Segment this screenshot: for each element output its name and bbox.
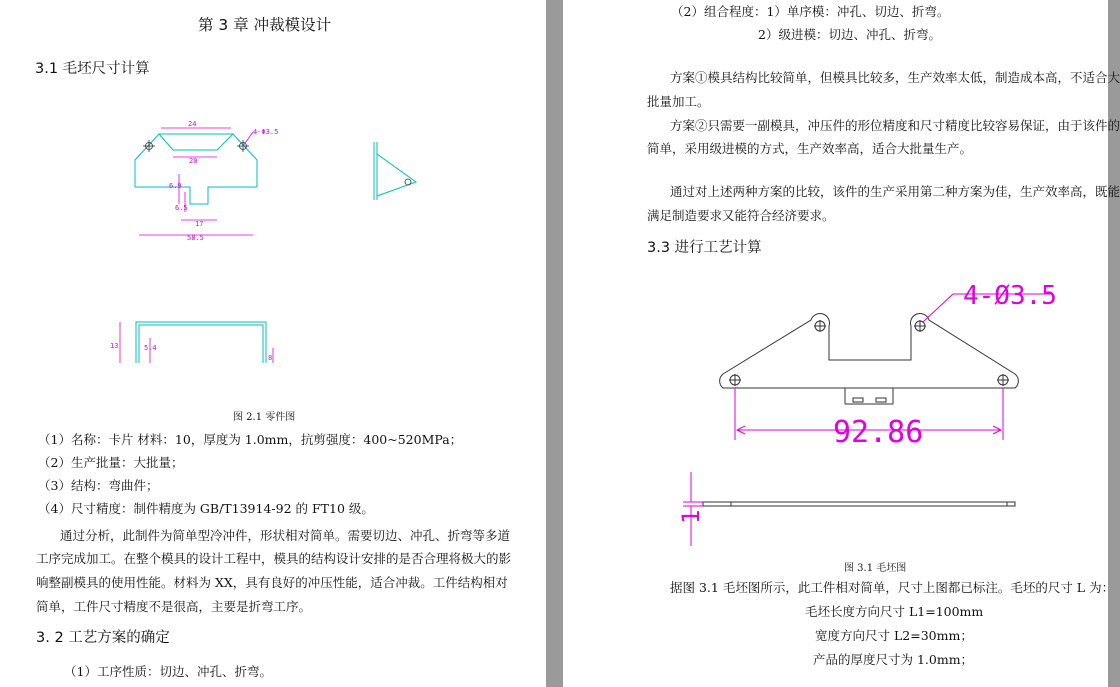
- figure-caption-2-1: 图 2.1 零件图: [233, 412, 296, 423]
- plan1-line-1: 方案①模具结构比较简单，但模具比较多，生产效率太低，制造成本高，不适合大: [670, 70, 1120, 85]
- fig21-dim-v2: 6.5: [175, 204, 188, 212]
- part-drawing-front-view: [108, 318, 283, 373]
- fig21-dim-top: 24: [188, 120, 197, 128]
- blank-width-dimension: 92.86: [833, 415, 924, 450]
- calc-intro: 据图 3.1 毛坯图所示，此工件相对简单，尺寸上图都已标注。毛坯的尺寸 L 为：: [670, 580, 1115, 595]
- fig21-dim-hole: 4-Φ3.5: [253, 128, 279, 136]
- document-page-left: [0, 0, 546, 687]
- analysis-line-2: 工序完成加工。在整个模具的设计工程中，模具的结构设计安排的是否合理将极大的影: [36, 551, 512, 566]
- fig21-dim-side-small: 5.4: [144, 344, 157, 352]
- section-heading-3-3: 3.3 进行工艺计算: [647, 240, 762, 256]
- conclusion-line-2: 满足制造要求又能符合经济要求。: [647, 208, 835, 223]
- blank-thickness-dimension: 1: [677, 509, 705, 524]
- calc-width: 宽度方向尺寸 L2=30mm；: [815, 628, 973, 643]
- combo-degree-2: 2）级进模：切边、冲孔、折弯。: [758, 27, 941, 42]
- fig21-dim-inner: 20: [189, 157, 198, 165]
- spec-item-1: （1）名称：卡片 材料：10，厚度为 1.0mm，抗剪强度：400~520MPa；: [38, 432, 463, 447]
- fig21-dim-side-r: 8: [268, 354, 273, 362]
- combo-degree-1: （2）组合程度：1）单序模：冲孔、切边、折弯。: [671, 4, 950, 19]
- part-drawing-side-view: [368, 138, 428, 208]
- fig21-dim-bottom: 58.5: [187, 234, 204, 242]
- spec-item-4: （4）尺寸精度：制件精度为 GB/T13914-92 的 FT10 级。: [38, 501, 374, 516]
- fig21-dim-v1: 6.9: [169, 182, 182, 190]
- spec-item-2: （2）生产批量：大批量；: [38, 455, 184, 470]
- part-drawing-top-view: [125, 112, 279, 247]
- section-heading-3-2: 3. 2 工艺方案的确定: [36, 630, 170, 646]
- analysis-line-3: 响整副模具的使用性能。材料为 XX，具有良好的冲压性能，适合冲裁。工件结构相对: [36, 575, 508, 590]
- conclusion-line-1: 通过对上述两种方案的比较，该件的生产采用第二种方案为佳，生产效率高，既能: [670, 184, 1120, 199]
- fig21-dim-bottom-inner: 17: [195, 220, 204, 228]
- chapter-title: 第 3 章 冲裁模设计: [198, 16, 332, 34]
- analysis-line-4: 简单，工件尺寸精度不是很高，主要是折弯工序。: [36, 599, 312, 614]
- plan2-line-2: 简单，采用级进模的方式，生产效率高，适合大批量生产。: [647, 141, 973, 156]
- process-nature: （1）工序性质：切边、冲孔、折弯。: [64, 664, 272, 679]
- blank-drawing: [663, 270, 1083, 555]
- analysis-line-1: 通过分析，此制件为简单型冷冲件，形状相对简单。需要切边、冲孔、折弯等多道: [60, 528, 511, 543]
- section-heading-3-1: 3.1 毛坯尺寸计算: [35, 61, 150, 77]
- blank-hole-callout: 4-Ø3.5: [963, 281, 1057, 311]
- figure-caption-3-1: 图 3.1 毛坯图: [844, 563, 907, 574]
- plan2-line-1: 方案②只需要一副模具，冲压件的形位精度和尺寸精度比较容易保证，由于该件的: [670, 118, 1120, 133]
- spec-item-3: （3）结构：弯曲件；: [38, 478, 159, 493]
- plan1-line-2: 批量加工。: [647, 94, 710, 109]
- calc-length: 毛坯长度方向尺寸 L1=100mm: [805, 604, 984, 619]
- fig21-dim-side-h: 13: [110, 342, 119, 350]
- document-page-right: [563, 0, 1120, 687]
- calc-thickness: 产品的厚度尺寸为 1.0mm；: [813, 652, 974, 667]
